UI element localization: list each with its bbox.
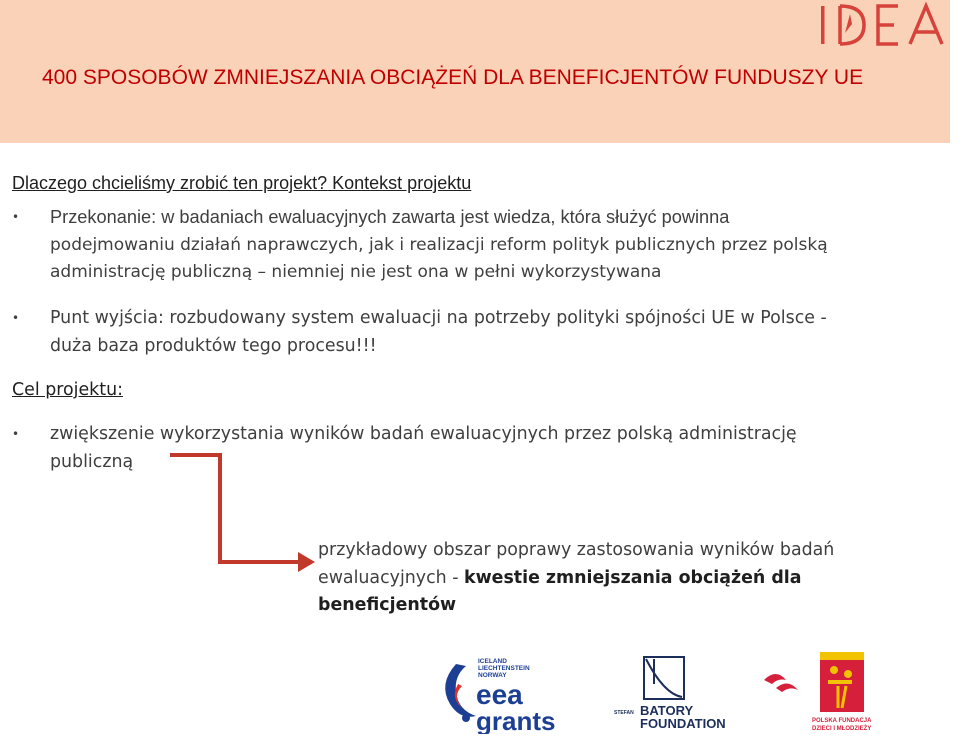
- svg-text:FOUNDATION: FOUNDATION: [640, 716, 726, 731]
- section-heading: [12, 173, 471, 194]
- bullet-1-line-2: podejmowaniu działań naprawczych, jak i realizacji reform polityk publicznych przez polską: [50, 234, 828, 255]
- bullet-1-line-3: administrację publiczną – niemniej nie jest ona w pełni wykorzystywana: [50, 262, 662, 282]
- result-line-2: [318, 565, 878, 593]
- result-line-1: przykładowy obszar poprawy zastosowania wyników badań: [318, 540, 835, 560]
- result-line-2-bold: kwestie zmniejszania obciążeń dla: [464, 567, 802, 588]
- section-heading-part1: Dlaczego chcieliśmy zrobić ten projekt?: [12, 173, 328, 193]
- result-line-2-plain: ewaluacyjnych -: [318, 567, 465, 588]
- bullet-icon: •: [12, 427, 20, 441]
- bullet-2-line-2: duża baza produktów tego procesu!!!: [50, 335, 377, 356]
- svg-text:STEFAN: STEFAN: [614, 710, 634, 716]
- svg-text:BATORY: BATORY: [640, 703, 694, 718]
- result-line-3: [318, 592, 878, 620]
- slide-title: 400 SPOSOBÓW ZMNIEJSZANIA OBCIĄŻEŃ DLA BENEFICJENTÓW FUNDUSZY UE: [42, 66, 864, 89]
- svg-text:POLSKA FUNDACJA: POLSKA FUNDACJA: [812, 718, 872, 724]
- bullet-2-line-1: Punt wyjścia: rozbudowany system ewaluacji na potrzeby polityki spójności UE w Polsce -: [50, 308, 827, 328]
- goal-line-2: publiczną: [50, 451, 134, 472]
- bullet-icon: •: [12, 210, 20, 224]
- idea-logo: [818, 0, 960, 50]
- result-line-3-bold: beneficjentów: [318, 595, 457, 615]
- bullet-text-1: [50, 204, 828, 287]
- batory-foundation-logo: [614, 654, 744, 734]
- svg-text:eea: eea: [476, 679, 523, 710]
- section-heading-part2: Kontekst projektu: [327, 173, 472, 193]
- eea-grants-logo: [436, 654, 586, 734]
- svg-text:NORWAY: NORWAY: [478, 672, 507, 679]
- title-band: [0, 0, 950, 143]
- svg-text:ICELAND: ICELAND: [478, 658, 507, 665]
- bullet-icon: •: [12, 311, 20, 325]
- svg-text:grants: grants: [476, 706, 556, 734]
- result-text: [318, 537, 878, 620]
- goal-line-1: zwiększenie wykorzystania wyników badań ewaluacyjnych przez polską administrację: [50, 424, 797, 444]
- svg-text:LIECHTENSTEIN: LIECHTENSTEIN: [478, 665, 530, 672]
- svg-text:DZIECI I MŁODZIEŻY: DZIECI I MŁODZIEŻY: [812, 726, 872, 732]
- bullet-1-line-1: Przekonanie: w badaniach ewaluacyjnych zawarta jest wiedza, która służyć powinna: [50, 207, 730, 227]
- pfdm-logo: [762, 650, 872, 736]
- elbow-arrow-icon: [160, 450, 320, 580]
- goal-label: Cel projektu:: [12, 380, 123, 400]
- bullet-text-2: [50, 305, 827, 360]
